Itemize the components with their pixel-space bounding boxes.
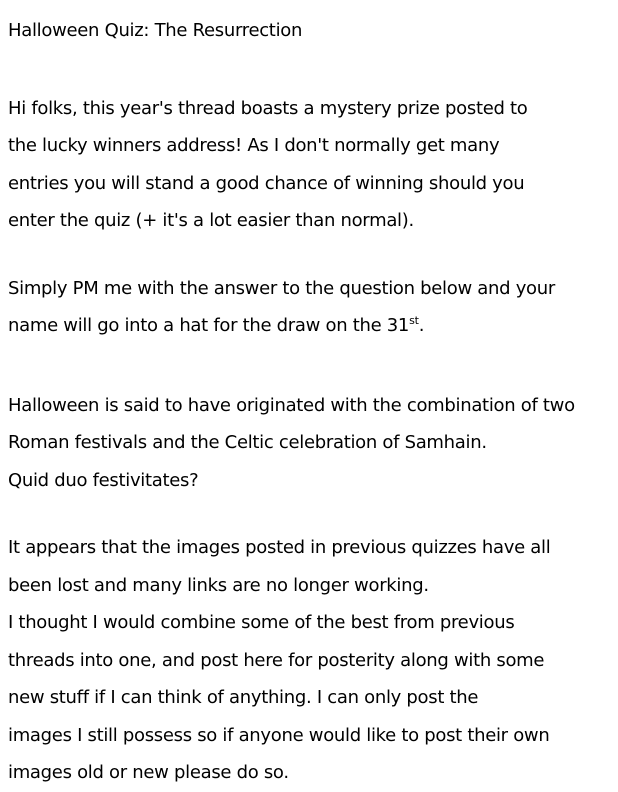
text-line: Halloween is said to have originated with the combination of two	[8, 394, 575, 416]
text-line: the lucky winners address! As I don't normally get many	[8, 135, 500, 156]
text-line: images I still possess so if anyone would like to post their own	[8, 724, 550, 746]
text-line: Roman festivals and the Celtic celebration of Samhain.	[8, 432, 487, 453]
paragraph-pm-instructions	[8, 270, 612, 345]
text-segment: name will go into a hat for the draw on the 31	[8, 315, 410, 336]
text-line: Simply PM me with the answer to the question below and your	[8, 277, 555, 299]
text-line: Quid duo festivitates?	[8, 469, 199, 491]
text-line: been lost and many links are no longer working.	[8, 574, 429, 596]
page-title: Halloween Quiz: The Resurrection	[8, 20, 303, 41]
text-line: entries you will stand a good chance of winning should you	[8, 172, 525, 194]
text-segment: .	[418, 315, 425, 336]
paragraph-title	[8, 12, 612, 50]
text-line: new stuff if I can think of anything. I can only post the	[8, 687, 479, 708]
document-page	[8, 12, 612, 792]
paragraph-intro	[8, 90, 612, 240]
paragraph-question	[8, 387, 612, 500]
text-line: I thought I would combine some of the best from previous	[8, 612, 515, 633]
ordinal-suffix: st	[409, 314, 419, 327]
text-line: enter the quiz (+ it's a lot easier than normal).	[8, 210, 414, 231]
text-line: It appears that the images posted in previous quizzes have all	[8, 537, 551, 558]
text-line: threads into one, and post here for posterity along with some	[8, 649, 545, 671]
text-line	[8, 307, 612, 345]
text-line: images old or new please do so.	[8, 762, 289, 783]
paragraph-images-note	[8, 529, 612, 792]
text-line: Hi folks, this year's thread boasts a mystery prize posted to	[8, 97, 528, 119]
